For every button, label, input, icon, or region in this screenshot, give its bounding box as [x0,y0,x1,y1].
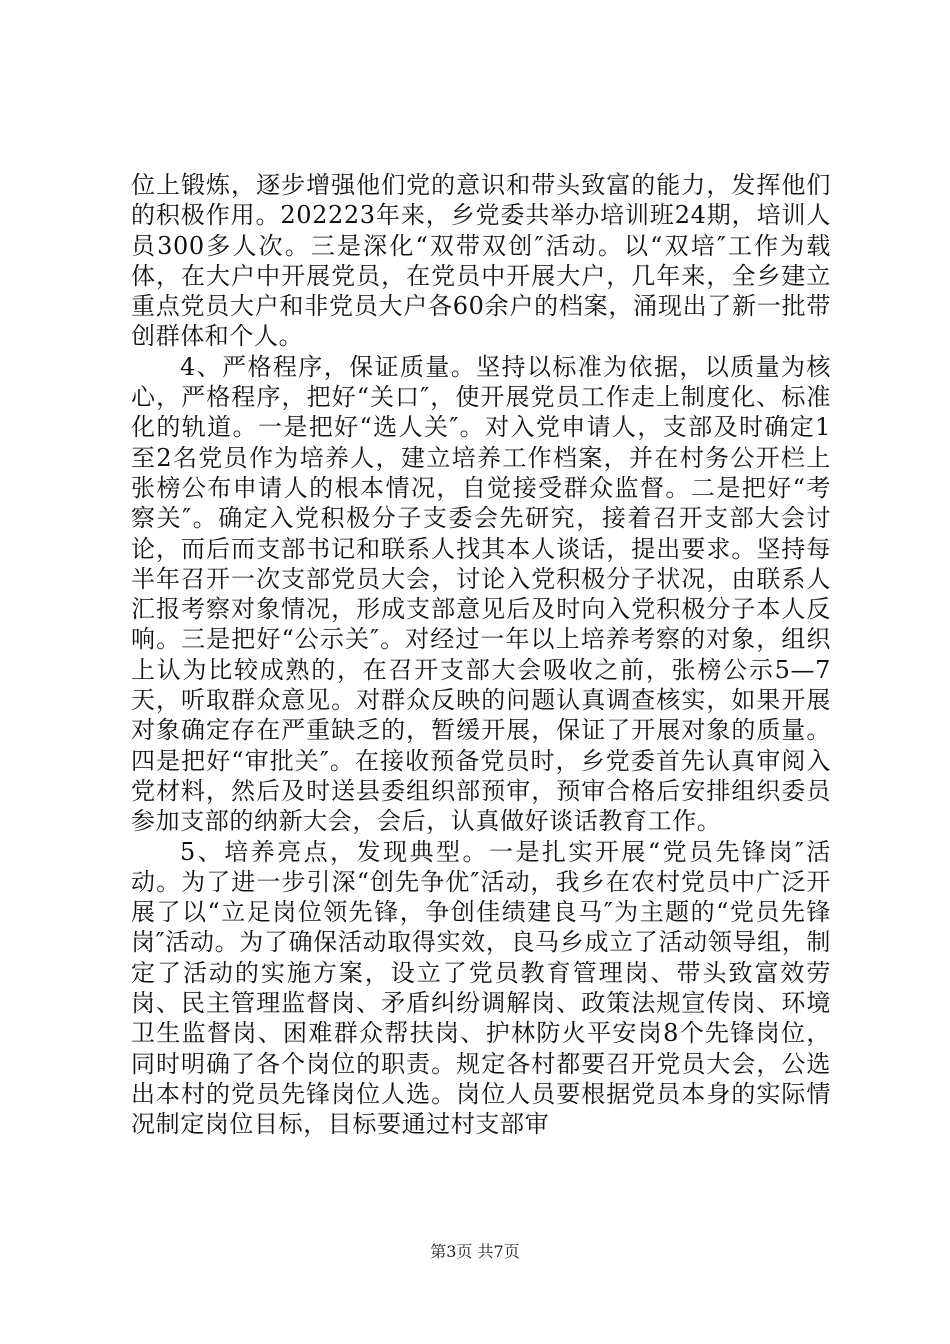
paragraph-continuation: 位上锻炼，逐步增强他们党的意识和带头致富的能力，发挥他们的积极作用。202223年来，乡党委共举办培训班24期，培训人员300多人次。三是深化“双带双创″活动。以“双培″工作为载体，在大户中开展党员，在党员中开展大户，几年来，全乡建立重点党员大户和非党员大户各60余户的档案，涌现出了新一批带创群体和个人。 [131,171,831,351]
page-number-footer: 第3页 共7页 [430,1242,520,1261]
paragraph-item-4: 4、严格程序，保证质量。坚持以标准为依据，以质量为核心，严格程序，把好“关口″，使开展党员工作走上制度化、标准化的轨道。一是把好“选人关″。对入党申请人，支部及时确定1至2名党员作为培养人，建立培养工作档案，并在村务公开栏上张榜公布申请人的根本情况，自觉接受群众监督。二是把好“考察关″。确定入党积极分子支委会先研究，接着召开支部大会讨论，而后而支部书记和联系人找其本人谈话，提出要求。坚持每半年召开一次支部党员大会，讨论入党积极分子状况，由联系人汇报考察对象情况，形成支部意见后及时向入党积极分子本人反响。三是把好“公示关″。对经过一年以上培养考察的对象，组织上认为比较成熟的，在召开支部大会吸收之前，张榜公示5—7天，听取群众意见。对群众反映的问题认真调查核实，如果开展对象确定存在严重缺乏的，暂缓开展，保证了开展对象的质量。四是把好“审批关″。在接收预备党员时，乡党委首先认真审阅入党材料，然后及时送县委组织部预审，预审合格后安排组织委员参加支部的纳新大会，会后，认真做好谈话教育工作。 [131,352,831,836]
paragraph-item-5: 5、培养亮点，发现典型。一是扎实开展“党员先锋岗″活动。为了进一步引深“创先争优″活动，我乡在农村党员中广泛开展了以“立足岗位领先锋，争创佳绩建良马″为主题的“党员先锋岗″活动。为了确保活动取得实效，良马乡成立了活动领导组，制定了活动的实施方案，设立了党员教育管理岗、带头致富效劳岗、民主管理监督岗、矛盾纠纷调解岗、政策法规宣传岗、环境卫生监督岗、困难群众帮扶岗、护林防火平安岗8个先锋岗位，同时明确了各个岗位的职责。规定各村都要召开党员大会，公选出本村的党员先锋岗位人选。岗位人员要根据党员本身的实际情况制定岗位目标，目标要通过村支部审 [131,837,831,1139]
body-text [131,170,831,1140]
